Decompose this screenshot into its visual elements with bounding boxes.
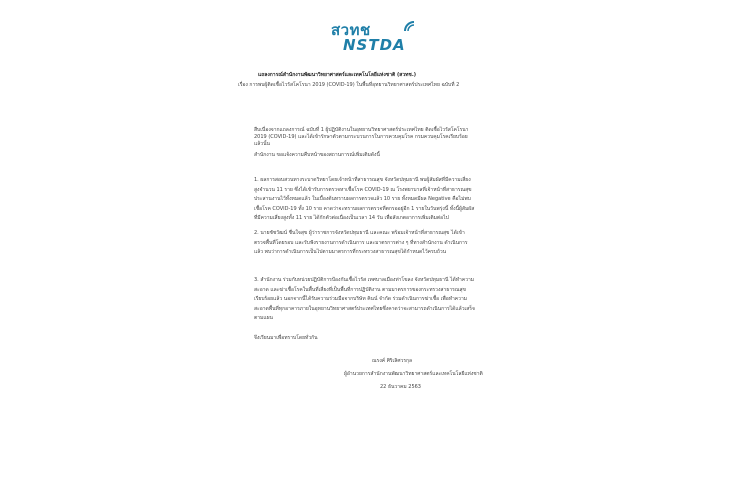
point-3: 3. สำนักงาน ร่วมกับหน่วยปฏิบัติการป้องกันเชื้อไวรัส เทศบาลเมืองท่าโขลง จังหวัดปทุมธานี ได้ทำความสะอาด และฆ่าเชื้อโรคในพื้นที่เสี่ยงที่เป็นพื้นที่การปฏิบัติงาน ตามมาตรการของกระทรวงสาธารณสุข เรียบร้อยแล้ว นอกจากนี้ได้รับความร่วมมือจากบริษัท คินน์ จำกัด ร่วมดำเนินการฆ่าเชื้อ เพื่อทำความสะอาดพื้นที่ทุกอาคารภายในอุทยานวิทยาศาสตร์ประเทศไทยซึ่งคาดว่าจะสามารถดำเนินการได้แล้วเสร็จตามแผน <box>254 277 475 321</box>
document-date: 22 ธันวาคม 2563 <box>380 384 421 390</box>
closing-line: จึงเรียนมาเพื่อทราบโดยทั่วกัน <box>254 335 318 341</box>
logo-english-text: NSTDA <box>343 36 406 54</box>
document-page <box>234 0 524 493</box>
point-2: 2. นายชัชวัฒน์ ชื่นใจสุข ผู้ว่าราชการจังหวัดปทุมธานี และคณะ พร้อมเจ้าหน้าที่สาธารณสุข ได้เข้าตรวจพื้นที่โดยรอบ และรับฟังรายงานการดำเนินการ และมาตรการต่าง ๆ ที่ทางสำนักงาน ดำเนินการแล้ว พบว่าการดำเนินการเป็นไปตามมาตรการที่กระทรวงสาธารณสุขได้กำหนดไว้ครบถ้วน <box>254 230 468 255</box>
notice-line: สำนักงาน ขอแจ้งความคืบหน้าของสถานการณ์เพิ่มเติมดังนี้ <box>254 152 380 158</box>
signatory-position: ผู้อำนวยการสำนักงานพัฒนาวิทยาศาสตร์และเทคโนโลยีแห่งชาติ <box>344 371 483 377</box>
intro-paragraph: สืบเนื่องจากแถลงการณ์ ฉบับที่ 1 ผู้ปฏิบัติงานในอุทยานวิทยาศาสตร์ประเทศไทย ติดเชื้อไวรัสโคโรนา 2019 (COVID-19) และได้เข้ารักษาตัวตามกระบวนการในการควบคุมโรค กรมควบคุมโรคเรียบร้อยแล้วนั้น <box>254 127 469 147</box>
signatory-name: ณรงค์ ศิริเลิศวรกุล <box>372 358 413 364</box>
logo-thai-text: สวทช <box>331 21 371 39</box>
document-heading: แถลงการณ์สำนักงานพัฒนาวิทยาศาสตร์และเทคโนโลยีแห่งชาติ (สวทช.) <box>258 72 417 78</box>
point-1: 1. ผลการสอบสวนทางระบาดวิทยาโดยเจ้าหน้าที่สาธารณสุข จังหวัดปทุมธานี พบผู้สัมผัสที่มีความเสี่ยงสูงจำนวน 11 ราย ซึ่งได้เข้ารับการตรวจหาเชื้อโรค COVID-19 ณ โรงพยาบาลที่เจ้าหน้าที่สาธารณสุขประสานงานไว้ทั้งหมดแล้ว ในเบื้องต้นทราบผลการตรวจแล้ว 10 ราย ทั้งหมดมีผล Negative คือไม่พบเชื้อโรค COVID-19 ทั้ง 10 ราย คาดว่าจะทราบผลการตรวจที่ตกรออยู่อีก 1 รายในวันพรุ่งนี้ ทั้งนี้ผู้สัมผัสที่มีความเสี่ยงสูงทั้ง 11 ราย ได้กักตัวต่อเนื่องเป็นเวลา 14 วัน เพื่อสังเกตอาการเพิ่มเติมต่อไป <box>254 177 475 221</box>
document-subject: เรื่อง การพบผู้ติดเชื้อไวรัสโคโรนา 2019 (COVID-19) ในพื้นที่อุทยานวิทยาศาสตร์ประเทศไทย ฉบับที่ 2 <box>238 82 460 88</box>
nstda-logo <box>331 22 426 56</box>
logo-arc-icon <box>403 20 417 34</box>
